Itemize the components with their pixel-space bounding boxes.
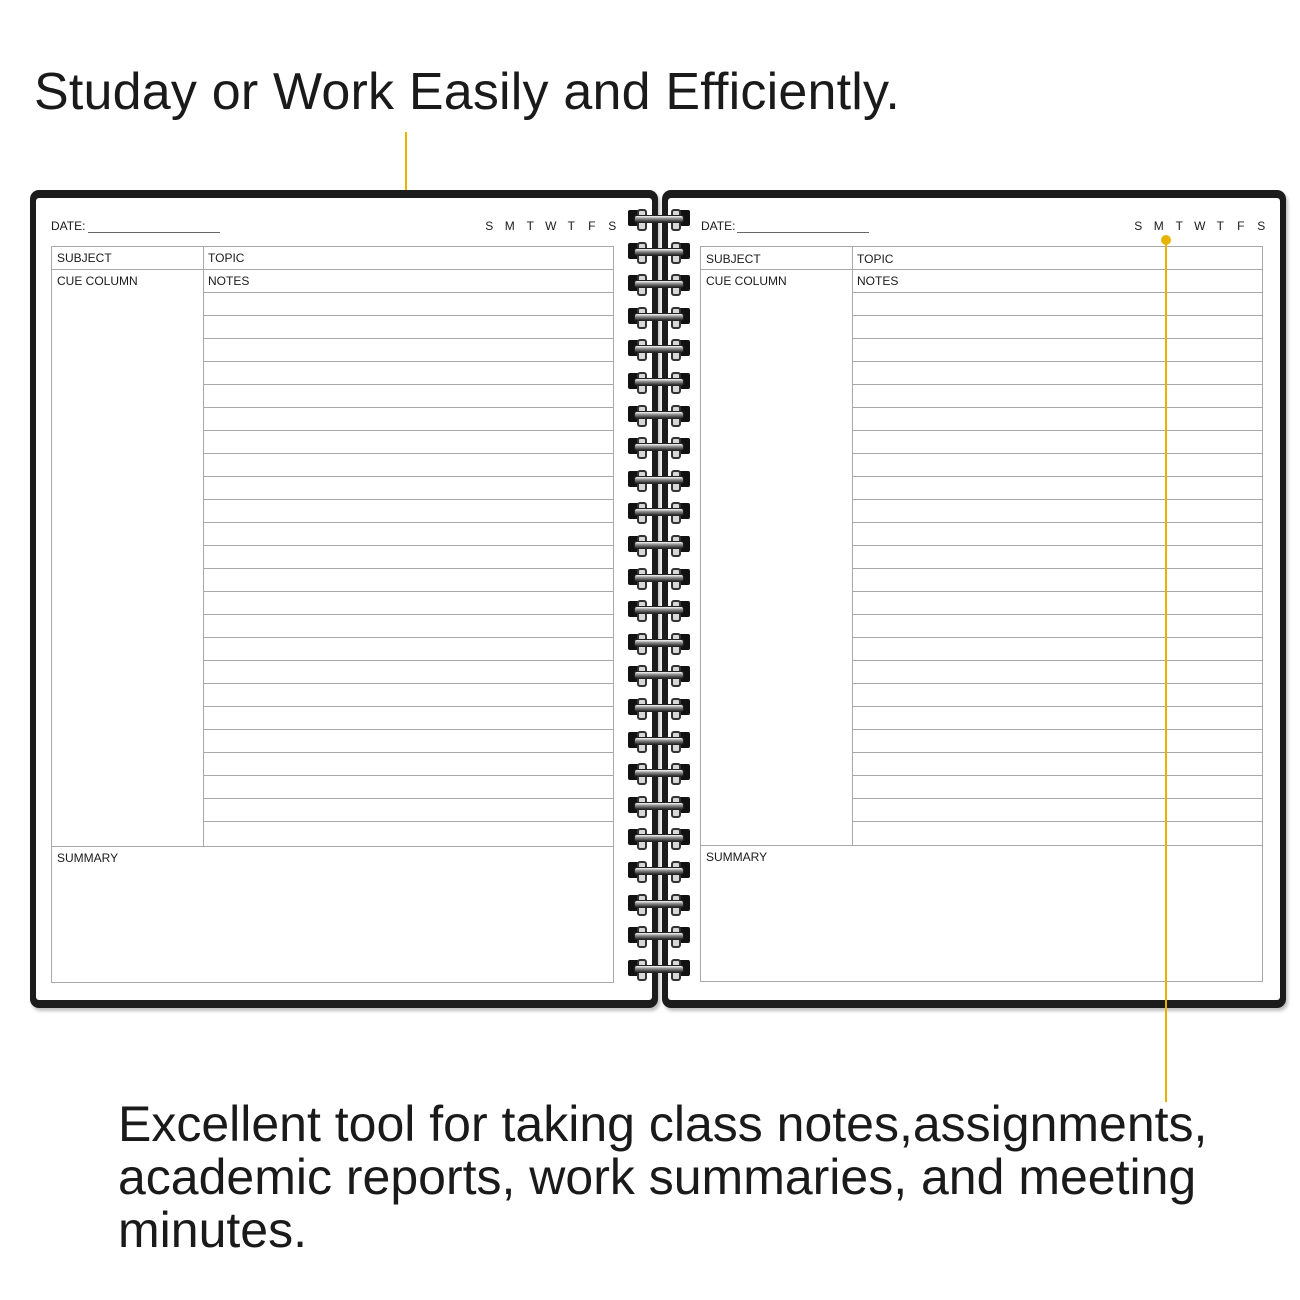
- note-line[interactable]: [852, 614, 1262, 615]
- caption-callout-dot: [1161, 235, 1171, 245]
- note-line[interactable]: [203, 407, 613, 408]
- cue-column-label: CUE COLUMN: [706, 274, 787, 288]
- note-line[interactable]: [203, 706, 613, 707]
- note-line[interactable]: [852, 637, 1262, 638]
- note-line[interactable]: [852, 591, 1262, 592]
- spiral-ring: [628, 240, 690, 262]
- spiral-ring: [628, 924, 690, 946]
- subject-row-divider: [701, 269, 1262, 270]
- note-line[interactable]: [852, 660, 1262, 661]
- weekday[interactable]: S: [485, 219, 494, 233]
- note-line[interactable]: [203, 545, 613, 546]
- note-line[interactable]: [203, 292, 613, 293]
- spiral-ring: [628, 272, 690, 294]
- notes-label: NOTES: [208, 274, 250, 288]
- spiral-ring: [628, 305, 690, 327]
- note-line[interactable]: [203, 568, 613, 569]
- note-line[interactable]: [852, 476, 1262, 477]
- spiral-ring: [628, 207, 690, 229]
- note-line[interactable]: [203, 775, 613, 776]
- note-line[interactable]: [203, 315, 613, 316]
- weekday[interactable]: F: [588, 219, 596, 233]
- note-line[interactable]: [852, 775, 1262, 776]
- spiral-ring: [628, 533, 690, 555]
- note-line[interactable]: [203, 522, 613, 523]
- note-line[interactable]: [852, 752, 1262, 753]
- note-line[interactable]: [852, 361, 1262, 362]
- notes-label: NOTES: [857, 274, 899, 288]
- note-line[interactable]: [852, 683, 1262, 684]
- spiral-binding: [628, 207, 690, 987]
- summary-label: SUMMARY: [706, 850, 768, 864]
- note-line[interactable]: [852, 729, 1262, 730]
- note-line[interactable]: [203, 591, 613, 592]
- weekday[interactable]: S: [1257, 219, 1266, 233]
- spiral-ring: [628, 761, 690, 783]
- spiral-ring: [628, 794, 690, 816]
- note-line[interactable]: [852, 315, 1262, 316]
- note-line[interactable]: [852, 821, 1262, 822]
- summary-divider: [701, 845, 1262, 846]
- caption-callout-line: [1165, 242, 1167, 1102]
- weekday[interactable]: S: [1134, 219, 1143, 233]
- note-line[interactable]: [203, 430, 613, 431]
- spiral-ring: [628, 663, 690, 685]
- spiral-ring: [628, 892, 690, 914]
- note-line[interactable]: [852, 338, 1262, 339]
- weekday[interactable]: W: [1194, 219, 1206, 233]
- weekday[interactable]: S: [608, 219, 617, 233]
- subject-row-divider: [52, 269, 613, 270]
- note-line[interactable]: [852, 384, 1262, 385]
- spiral-ring: [628, 435, 690, 457]
- spiral-ring: [628, 566, 690, 588]
- note-line[interactable]: [852, 522, 1262, 523]
- spiral-ring: [628, 729, 690, 751]
- note-line[interactable]: [203, 476, 613, 477]
- note-line[interactable]: [203, 798, 613, 799]
- weekday-row: [1128, 219, 1272, 233]
- cue-column-area[interactable]: [52, 247, 204, 846]
- date-line[interactable]: [88, 232, 220, 233]
- note-line[interactable]: [203, 361, 613, 362]
- note-line[interactable]: [203, 338, 613, 339]
- spiral-ring: [628, 826, 690, 848]
- spiral-ring: [628, 598, 690, 620]
- spiral-ring: [628, 337, 690, 359]
- note-line[interactable]: [852, 545, 1262, 546]
- cornell-notes-grid: [51, 246, 614, 983]
- weekday[interactable]: W: [545, 219, 557, 233]
- summary-divider: [52, 846, 613, 847]
- note-line[interactable]: [203, 499, 613, 500]
- weekday[interactable]: T: [567, 219, 575, 233]
- spiral-ring: [628, 370, 690, 392]
- cornell-notes-grid: [700, 246, 1263, 982]
- date-label: DATE:: [51, 219, 86, 233]
- weekday[interactable]: T: [1175, 219, 1183, 233]
- note-line[interactable]: [852, 292, 1262, 293]
- note-line[interactable]: [203, 660, 613, 661]
- weekday[interactable]: F: [1237, 219, 1245, 233]
- note-line[interactable]: [852, 407, 1262, 408]
- caption-text: Excellent tool for taking class notes,assignments, academic reports, work summaries, and meeting minutes.: [118, 1096, 1208, 1258]
- spiral-ring: [628, 631, 690, 653]
- headline: Studay or Work Easily and Efficiently.: [34, 63, 900, 121]
- note-line[interactable]: [203, 683, 613, 684]
- note-line[interactable]: [852, 499, 1262, 500]
- spiral-ring: [628, 957, 690, 979]
- topic-label: TOPIC: [857, 252, 894, 266]
- note-line[interactable]: [203, 614, 613, 615]
- note-line[interactable]: [203, 453, 613, 454]
- cue-column-area[interactable]: [701, 247, 853, 845]
- spiral-ring: [628, 403, 690, 425]
- cue-column-label: CUE COLUMN: [57, 274, 138, 288]
- spiral-ring: [628, 859, 690, 881]
- note-line[interactable]: [852, 798, 1262, 799]
- subject-label: SUBJECT: [57, 251, 112, 265]
- spiral-ring: [628, 696, 690, 718]
- note-line[interactable]: [203, 821, 613, 822]
- weekday[interactable]: M: [504, 219, 515, 233]
- note-line[interactable]: [852, 568, 1262, 569]
- note-line[interactable]: [203, 637, 613, 638]
- note-line[interactable]: [852, 706, 1262, 707]
- date-label: DATE:: [701, 219, 736, 233]
- summary-label: SUMMARY: [57, 851, 119, 865]
- spiral-ring: [628, 468, 690, 490]
- weekday[interactable]: T: [526, 219, 534, 233]
- weekday[interactable]: T: [1216, 219, 1224, 233]
- topic-label: TOPIC: [208, 251, 245, 265]
- weekday[interactable]: M: [1153, 219, 1164, 233]
- note-line[interactable]: [852, 453, 1262, 454]
- note-line[interactable]: [203, 384, 613, 385]
- note-line[interactable]: [203, 729, 613, 730]
- subject-label: SUBJECT: [706, 252, 761, 266]
- spiral-ring: [628, 500, 690, 522]
- note-line[interactable]: [852, 430, 1262, 431]
- note-line[interactable]: [203, 752, 613, 753]
- weekday-row: [479, 219, 623, 233]
- date-line[interactable]: [737, 232, 869, 233]
